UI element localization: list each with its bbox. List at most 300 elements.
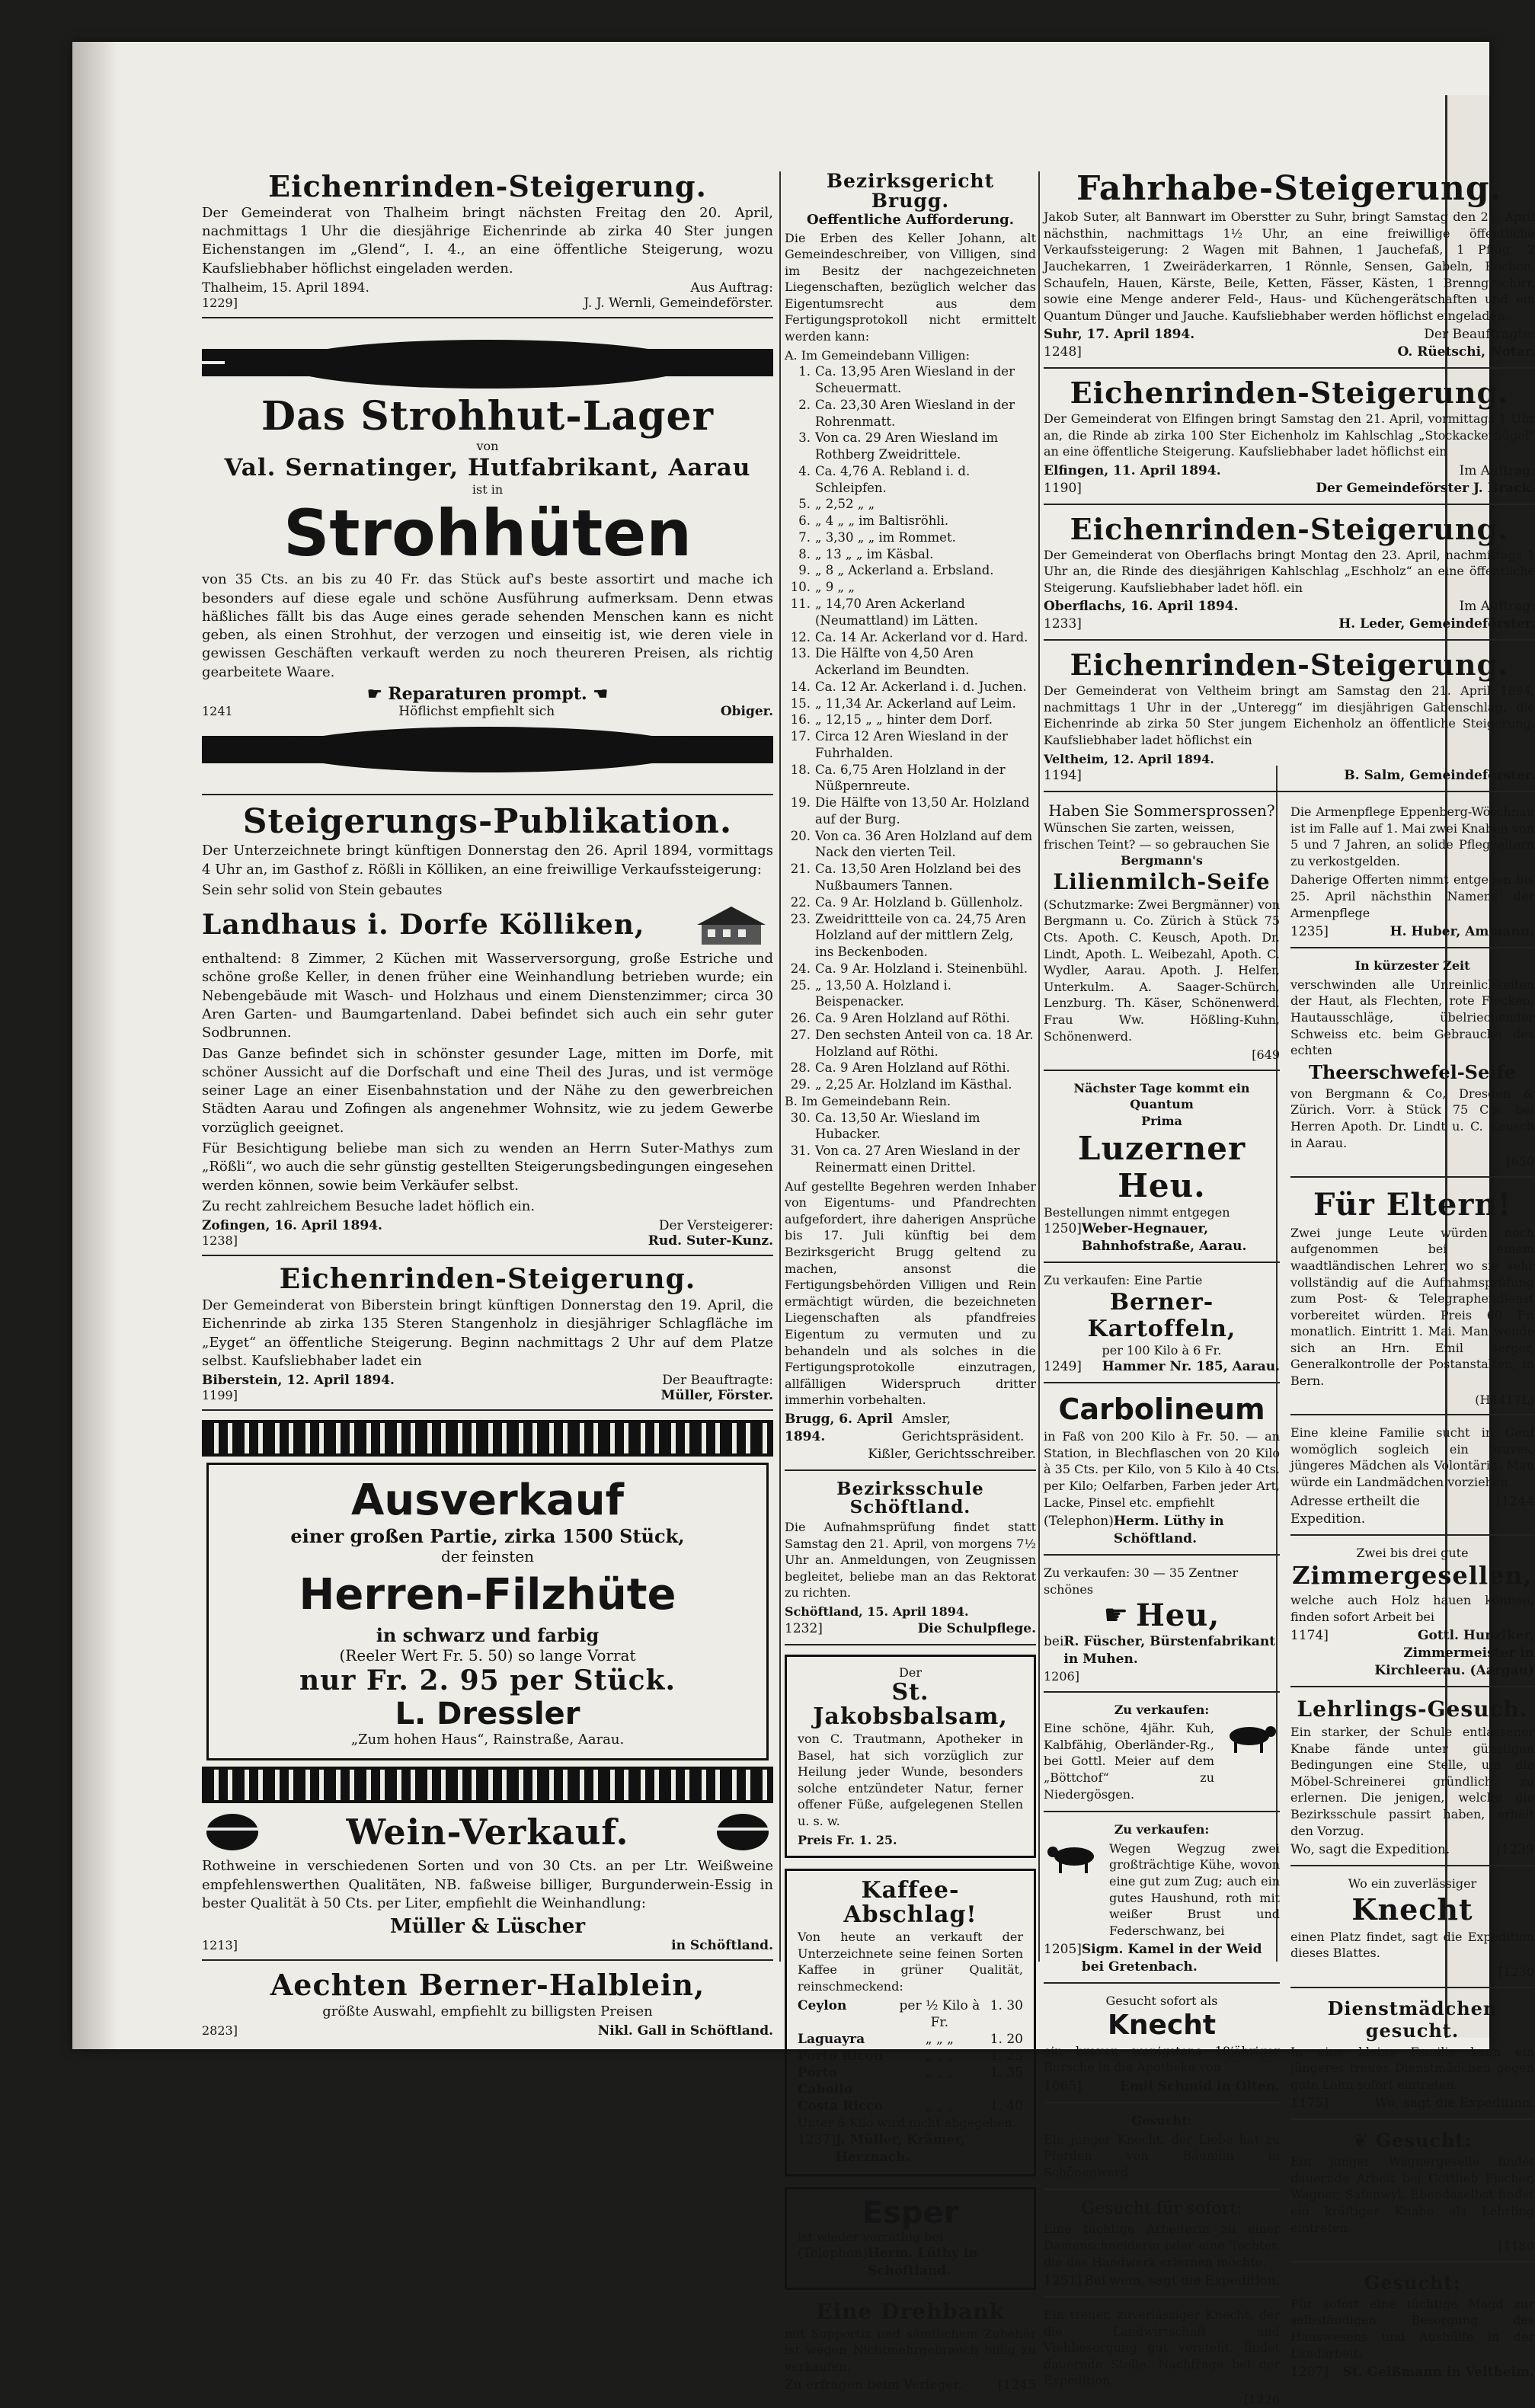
price-unit: „ „ „	[925, 2031, 954, 2047]
ad-text: Nächster Tage kommt ein Quantum	[1073, 1080, 1250, 1112]
ad-theerschwefel-seife	[1290, 958, 1534, 1178]
ad-signature: St. Geißmann in Veltheim.	[1342, 2365, 1534, 2381]
list-item-text: „ 11,34 Ar. Ackerland auf Leim.	[815, 696, 1016, 711]
ad-knecht-gesucht	[1290, 1876, 1534, 1987]
ad-address: „Zum hohen Haus“, Rainstraße, Aarau.	[350, 1732, 625, 1748]
ad-text: Der	[899, 1664, 922, 1680]
ad-place: Thalheim, 15. April 1894.	[202, 280, 369, 296]
two-column-block	[1044, 801, 1535, 2408]
list-item-number: 3.	[798, 430, 811, 446]
list-item	[785, 629, 1036, 646]
ad-text: Zwei bis drei gute	[1356, 1545, 1469, 1560]
ad-knecht-apotheke	[1044, 1993, 1280, 2103]
pointing-hand-icon: ☛	[1103, 1600, 1129, 1632]
ad-title: Ausverkauf	[351, 1476, 624, 1526]
ad-text: ist in	[472, 482, 504, 497]
ad-body: von 35 Cts. an bis zu 40 Fr. das Stück auf's beste assortirt und mache ich besonders auf diese egale und schöne Ausführung aufmerksam. Denn etwas häßliches fällt bis das Auge eines gerade sehenden Menschen kann es nicht geben, als einen Strohhut, der verzogen und einseitig ist, wie deren viele in gewissen Geschäften verkauft werden zu noch theureren Preisen, als richtig gearbeitete Waare.	[202, 571, 773, 680]
list-item-number: 6.	[798, 513, 811, 529]
ad-title: Eichenrinden-Steigerung.	[1070, 511, 1509, 546]
list-item-number: 16.	[790, 712, 811, 728]
list-item-text: Ca. 9 Aren Holzland auf Röthi.	[815, 1011, 1010, 1026]
ad-title: St. Jakobsbalsam,	[813, 1679, 1008, 1730]
ad-body: Für sofort eine tüchtige Magd zur selbständigen Besorgung des Hauswesens und Aushülfe in der Landarbeit.	[1290, 2296, 1534, 2361]
list-item-text: „ 3,30 „ „ im Rommet.	[815, 529, 956, 545]
ad-body: einen Platz findet, sagt die Expedition dieses Blattes.	[1290, 1929, 1534, 1961]
ad-text: (Telephon)	[798, 2246, 868, 2262]
ad-signature: J. J. Wernli, Gemeindeförster.	[584, 296, 773, 312]
ad-body: Bestellungen nimmt entgegen	[1044, 1204, 1230, 1220]
ad-text: (Reeler Wert Fr. 5. 50) so lange Vorrat	[339, 1646, 636, 1665]
list-item-text: Ca. 9 Aren Holzland auf Röthi.	[815, 1060, 1010, 1076]
list-item	[785, 496, 1036, 513]
column-right	[1044, 171, 1535, 2408]
ad-signature: H. Huber, Ammann.	[1389, 924, 1534, 940]
ad-text: Zu erfragen beim Verleger.	[785, 2378, 963, 2394]
ad-kuehe-verkauf	[1044, 1821, 1280, 1984]
list-item	[785, 645, 1036, 679]
ad-title: Knecht	[1107, 2009, 1217, 2041]
ad-zimmergesellen	[1290, 1545, 1534, 1688]
price-unit: „ „ „	[925, 2065, 954, 2080]
price-unit: „ „ „	[925, 2048, 954, 2064]
list-item-number: 2.	[798, 397, 811, 412]
ad-landwirt-knecht	[1044, 2307, 1280, 2408]
ad-body: Der Gemeinderat von Elfingen bringt Samstag den 21. April, vormittags 1 Uhr an, die Rinde ab zirka 100 Ster Eichenholz im Kahlschlag „Stockackerhügel“ an eine öffentliche Steigerung. Kaufsliebhaber ladet höflichst ein	[1044, 411, 1535, 459]
ornament-wave-bar	[202, 725, 773, 779]
list-item-number: 24.	[790, 961, 811, 976]
list-item	[785, 513, 1036, 529]
coffee-name: Ceylon	[798, 1997, 847, 2013]
list-item	[785, 562, 1036, 579]
ad-title: Berner-Kartoffeln,	[1087, 1288, 1236, 1342]
ad-number: 1241	[202, 704, 233, 719]
ad-brand: Bergmann's	[1121, 853, 1203, 868]
list-item-text: Die Hälfte von 4,50 Aren Ackerland im Beundten.	[815, 646, 974, 678]
price-row	[798, 2031, 1023, 2048]
ad-eichenrinde-veltheim	[1044, 650, 1535, 792]
ad-number: [1226	[1244, 2392, 1280, 2407]
ad-eichenrinde-elfingen	[1044, 378, 1535, 505]
ad-title: Luzerner Heu.	[1077, 1129, 1246, 1204]
ad-eichenrinde-biberstein	[202, 1265, 773, 1411]
ad-body: Der Unterzeichnete bringt künftigen Donnerstag den 26. April 1894, vormittags 4 Uhr an, im Gasthof z. Rößli in Kölliken, an eine freiwillige Verkaufssteigerung:	[202, 843, 773, 878]
ad-number: [1245	[998, 2378, 1036, 2394]
ad-title: Steigerungs-Publikation.	[242, 802, 733, 842]
list-item	[785, 546, 1036, 563]
ad-signature: Emil Schmid in Olten.	[1120, 2079, 1280, 2095]
ad-number: 1194]	[1044, 768, 1082, 784]
ad-title: Gesucht:	[1375, 2129, 1473, 2152]
ad-body: Rothweine in verschiedenen Sorten und von 30 Cts. an per Ltr. Weißweine empfehlenswerthen Qualitäten, NB. faßweise billiger, Burgunderwein-Essig in bester Qualität à 50 Cts. per Liter, empfiehlt die Weinhandlung:	[202, 1858, 773, 1911]
ad-eichenrinde-oberflachs	[1044, 511, 1535, 641]
list-item	[785, 828, 1036, 862]
list-item-text: „ 8 „ Ackerland a. Erbsland.	[815, 563, 994, 578]
ad-text: der feinsten	[440, 1547, 535, 1566]
ad-place: Schöftland, 15. April 1894.	[785, 1604, 969, 1619]
list-item-number: 19.	[790, 795, 811, 811]
list-item-text: Von ca. 36 Aren Holzland auf dem Nack den vierten Teil.	[815, 828, 1033, 860]
ad-title: Dienstmädchen gesucht.	[1327, 1997, 1498, 2042]
list-item-text: Den sechsten Anteil von ca. 18 Ar. Holzland auf Röthi.	[815, 1027, 1034, 1059]
repair-line	[202, 684, 773, 704]
ad-body: von Bergmann & Co, Dresden & Zürich. Vorr. à Stück 75 Cts. bei Herren Apoth. Dr. Lindt u. C. Keusch in Aarau.	[1290, 1086, 1534, 1150]
ad-fuer-eltern	[1290, 1187, 1534, 1416]
ad-carbolineum	[1044, 1393, 1280, 1556]
ad-title: Esper	[862, 2195, 959, 2231]
ad-signature: Obiger.	[720, 704, 773, 720]
ad-dienstmaedchen	[1290, 1997, 1534, 2121]
list-item	[785, 1010, 1036, 1027]
list-item-number: 30.	[790, 1110, 811, 1125]
ad-label: Der Beauftragte:	[662, 1373, 773, 1389]
ad-number: 1174]	[1290, 1628, 1329, 1644]
property-list	[785, 363, 1036, 1093]
ad-body: Der Gemeinderat von Biberstein bringt künftigen Donnerstag den 19. April, die Eichenrinde ab zirka 135 Steren Stangenholz in diesjähriger Schlagfläche im „Eyget“ an öffentliche Steigerung. Beginn nachmittags 2 Uhr auf dem Platze selbst. Kaufsliebhaber ladet ein	[202, 1297, 773, 1369]
ad-signature: Gottl. Hunziker, Zimmermeister in Kirchleerau. (Aargau)	[1374, 1628, 1534, 1679]
barrel-icon	[202, 1809, 263, 1855]
ad-text: Reparaturen prompt.	[388, 684, 587, 705]
ad-bezirksgericht-brugg	[785, 171, 1036, 1471]
list-item-text: „ 4 „ „ im Baltisröhli.	[815, 513, 949, 529]
ad-label: Aus Auftrag:	[690, 280, 773, 296]
list-item	[785, 911, 1036, 961]
property-list	[785, 1110, 1036, 1176]
ad-title: Eichenrinden-Steigerung.	[279, 1263, 696, 1296]
list-item	[785, 463, 1036, 497]
ad-price: nur Fr. 2. 95 per Stück.	[299, 1664, 676, 1697]
ad-body: Sein sehr solid von Stein gebautes	[202, 881, 443, 898]
section-heading: B. Im Gemeindebann Rein.	[785, 1093, 951, 1108]
ad-body: Ein treuer, zuverlässiger Knecht, der die Landwirtschaft und Viehbesorgung gut versteht, findet dauernde Stelle. Nachfrage bei der Expedition.	[1044, 2307, 1280, 2388]
ad-body: enthaltend: 8 Zimmer, 2 Küchen mit Wasserversorgung, große Estriche und schöne große Keller, in denen früher eine Weinhandlung betrieben wurde; ein Nebengebäude mit Wasch- und Holzhaus und einem Dienstenzimmer; circa 30 Aren Garten- und Baumgartenland. Dabei befindet sich auch ein sehr guter Sodbrunnen.	[202, 951, 773, 1041]
ad-body: Die Erben des Keller Johann, alt Gemeindeschreiber, von Villigen, sind im Besitz der nachgezeichneten Liegenschaften, bezüglich welcher das Eigentumsrecht aus dem Fertigungsprotokoll nicht ermittelt werden kann:	[785, 230, 1036, 344]
ad-place: Oberflachs, 16. April 1894.	[1044, 599, 1239, 615]
ad-text: Wo, sagt die Expedition.	[1290, 1842, 1450, 1858]
ad-firm: Müller & Lüscher	[389, 1915, 586, 1939]
ad-place: in Schöftland.	[671, 1938, 773, 1954]
list-item-text: Ca. 13,50 Aren Holzland bei des Nußbaumers Tannen.	[815, 862, 1022, 893]
ad-title: Gesucht für sofort:	[1081, 2199, 1242, 2219]
ad-title: Eine Drehbank	[816, 2299, 1005, 2325]
list-item-number: 15.	[790, 696, 811, 711]
ad-number: 1229]	[202, 296, 238, 311]
ad-body: Ein junger Knecht, der Liebe hat zu Pferden von Bäumlin in Schönenwerd.	[1044, 2131, 1280, 2179]
ad-big-text: Strohhüten	[283, 495, 692, 571]
list-item-number: 31.	[790, 1143, 811, 1159]
ad-number: 1251]	[1044, 2273, 1082, 2289]
ad-text: Wünschen Sie zarten, weissen, frischen Teint? — so gebrauchen Sie	[1044, 820, 1270, 852]
ad-body: Ein junger Wagnergeselle findet dauernde Arbeit bei Gottlieb Fischer, Wagner, Safenwyl. Ebendaselbst findet ein kräftiger Knabe als Lehrling eintreten.	[1290, 2154, 1534, 2235]
list-item-text: Von ca. 29 Aren Wiesland im Rothberg Zweidrittele.	[815, 430, 999, 462]
ad-big-text: Herren-Filzhüte	[299, 1570, 676, 1620]
ad-title: Zu verkaufen:	[1114, 1822, 1210, 1837]
ad-signature: J. Müller, Krämer, Herznach.	[835, 2131, 966, 2165]
list-item	[785, 894, 1036, 911]
ad-firm: L. Dressler	[395, 1696, 580, 1732]
column-rule	[1038, 171, 1040, 1962]
ad-signature: Kißler, Gerichtsschreiber.	[868, 1446, 1036, 1462]
ad-box	[206, 1463, 769, 1760]
ad-body: Eine tüchtige Arbeiterin zu einer Damenschneiderin oder eine Tochter, die das Handwerk erlernen möchte.	[1044, 2221, 1280, 2269]
list-item-number: 26.	[790, 1011, 811, 1026]
ad-bezirksschule	[785, 1480, 1036, 1645]
ad-body: In eine kleine Familie kann ein jüngeres treues Dienstmädchen gegen gute Lohn sofort eintreten.	[1290, 2044, 1534, 2092]
ad-berner-kartoffeln	[1044, 1272, 1280, 1383]
list-item-number: 17.	[790, 729, 811, 744]
list-item	[785, 762, 1036, 795]
list-item	[785, 1143, 1036, 1176]
ad-price: Preis Fr. 1. 25.	[798, 1832, 897, 1847]
ad-magd	[1290, 2272, 1534, 2381]
price-value: 1. 35	[990, 2065, 1023, 2080]
list-item	[785, 728, 1036, 762]
list-item-number: 1.	[798, 364, 811, 379]
list-item-number: 7.	[798, 529, 811, 545]
ad-number: 1207]	[1290, 2365, 1329, 2381]
list-item	[785, 712, 1036, 728]
ornament-wave-bar	[202, 334, 773, 387]
ad-text: bei	[1044, 1634, 1064, 1650]
newspaper-page	[72, 42, 1535, 2407]
list-item-number: 25.	[790, 977, 811, 993]
ad-signature: Die Schulpflege.	[917, 1620, 1036, 1636]
ad-text: In kürzester Zeit	[1354, 958, 1470, 974]
ad-text: Haben Sie Sommersprossen?	[1048, 801, 1275, 820]
ad-luzerner-heu	[1044, 1080, 1280, 1263]
price-row	[798, 2048, 1023, 2064]
coffee-name: Costa Ricco	[798, 2099, 883, 2115]
list-item	[785, 1027, 1036, 1060]
ad-body: von C. Trautmann, Apotheker in Basel, hat sich vorzüglich zur Heilung jeder Wunde, besonders solche entzündeter Natur, ferner offener Füße, aufgelegenen Stellen u. s. w.	[798, 1732, 1023, 1829]
list-item	[785, 861, 1036, 894]
list-item-text: Zweidrittteile von ca. 24,75 Aren Holzland auf der mittlern Zelg, ins Beckenboden.	[815, 911, 1026, 960]
pointing-hand-icon: ☚	[593, 684, 609, 705]
ad-wein-verkauf	[202, 1809, 773, 1961]
ad-lehrlings-gesuch	[1290, 1696, 1534, 1866]
ad-text: Höflichst empfiehlt sich	[398, 704, 555, 720]
list-item	[785, 795, 1036, 828]
coffee-name: Laguayra	[798, 2031, 865, 2047]
ad-body: Der Gemeinderat von Thalheim bringt nächsten Freitag den 20. April, nachmittags 1 Uhr die diesjährige Eichenrinde ab zirka 40 Ster jungen Eichenstangen im „Glend“, I. 4., an eine öffentliche Steigerung, wozu Kaufsliebhaber höflichst eingeladen werden.	[202, 204, 773, 277]
list-item-text: Ca. 6,75 Aren Holzland in der Nüßpernreute.	[815, 762, 1006, 794]
ad-body: per 100 Kilo à 6 Fr.	[1102, 1342, 1222, 1357]
price-row	[798, 2064, 1023, 2098]
list-item	[785, 679, 1036, 696]
price-row	[798, 2098, 1023, 2115]
cow-icon	[1219, 1718, 1280, 1756]
ad-lilienmilch-seife	[1044, 801, 1280, 1071]
ad-body: ist wieder vorräthig bei	[798, 2229, 944, 2244]
ad-subtitle: Oeffentliche Aufforderung.	[806, 211, 1015, 228]
list-item	[785, 579, 1036, 596]
section-heading: A. Im Gemeindebann Villigen:	[785, 347, 970, 363]
ad-number: 1205]	[1044, 1942, 1082, 1958]
page-binding	[72, 42, 118, 2049]
list-item	[785, 1110, 1036, 1143]
ad-title: Zimmergesellen,	[1292, 1561, 1533, 1591]
ad-signature: Herm. Lüthy in Schöftland.	[867, 2246, 978, 2279]
ad-body: Daherige Offerten nimmt entgegen bis 25. April nächsthin Namens der Armenpflege	[1290, 872, 1534, 920]
house-icon	[689, 902, 773, 948]
list-item-number: 12.	[790, 629, 811, 644]
list-item-text: Ca. 9 Ar. Holzland i. Steinenbühl.	[815, 961, 1028, 976]
list-item	[785, 529, 1036, 546]
ad-title: Theerschwefel-Seife	[1309, 1060, 1516, 1083]
ad-number: 1233]	[1044, 616, 1082, 632]
ad-familie-genf	[1290, 1425, 1534, 1535]
ad-strohhut-lager	[202, 328, 773, 795]
ad-drehbank	[785, 2301, 1036, 2394]
ad-firm: Val. Sernatinger, Hutfabrikant, Aarau	[224, 454, 751, 482]
list-item-number: 23.	[790, 911, 811, 926]
ornament-border	[202, 1420, 773, 1457]
list-item-number: 21.	[790, 862, 811, 877]
ad-number: 1237]	[798, 2131, 836, 2147]
ad-label: Der Versteigerer:	[658, 1218, 773, 1234]
ad-number: [650	[1506, 1154, 1534, 1169]
ad-body: Zu recht zahlreichem Besuche ladet höflich ein.	[202, 1198, 536, 1214]
ad-berner-halblein	[202, 1970, 773, 2045]
ad-body: Von heute an verkauft der Unterzeichnete seine feinen Sorten Kaffee in grüner Qualität, reinschmeckend:	[798, 1930, 1023, 1994]
list-item-text: Ca. 12 Ar. Ackerland i. d. Juchen.	[815, 679, 1027, 694]
price-value: 1. 40	[990, 2099, 1023, 2115]
ad-eichenrinde-thalheim	[202, 171, 773, 318]
list-item-number: 4.	[798, 463, 811, 478]
ad-place: Biberstein, 12. April 1894.	[202, 1373, 395, 1389]
ad-title: Heu,	[1136, 1597, 1220, 1634]
ad-ausverkauf	[202, 1420, 773, 1803]
list-item-text: Die Hälfte von 13,50 Ar. Holzland auf der Burg.	[815, 795, 1030, 827]
list-item-text: Ca. 4,76 A. Rebland i. d. Schleipfen.	[815, 463, 971, 495]
list-item	[785, 596, 1036, 629]
ad-body: mit Supportiz und sämtlichem Zubehör ist wegen Nichtmehrgebrauch billig zu verkaufen.	[785, 2326, 1036, 2374]
list-item	[785, 1076, 1036, 1093]
ad-title: Gesucht:	[1131, 2113, 1192, 2128]
list-item-number: 28.	[790, 1060, 811, 1076]
ad-signature: Hammer Nr. 185, Aarau.	[1102, 1359, 1280, 1375]
list-item	[785, 397, 1036, 430]
list-item-text: Ca. 14 Ar. Ackerland vor d. Hard.	[815, 629, 1028, 644]
ad-number: 1235]	[1290, 924, 1329, 940]
ad-title: Bezirksgericht Brugg.	[826, 170, 995, 213]
ad-body: Der Gemeinderat von Veltheim bringt am Samstag den 21. April 1894, nachmittags 1 Uhr in der „Unteregg“ im diesjährigen Gabenschlag, die Eichenrinde ab zirka 50 Ster jungem Eichenholz an öffentliche Steigerung. Kaufsliebhaber ladet höflichst ein	[1044, 683, 1535, 747]
ad-number: 1065]	[1044, 2079, 1082, 2095]
price-table	[798, 1997, 1023, 2115]
ad-body: Das Ganze befindet sich in schönster gesunder Lage, mitten im Dorfe, mit schöner Aussicht auf die Dorfschaft und eine Theil des Juras, und ist vermöge seiner Lage an einer Eisenbahnstation und der Nähe zu den gewerbreichen Städten Aarau und Zofingen als angenehmer Wohnsitz, wie zu jedem Gewerbe vorzüglich geeignet.	[202, 1045, 773, 1136]
list-item	[785, 430, 1036, 463]
ad-body: verschwinden alle Unreinlichkeiten der Haut, als Flechten, rote Flecken, Hautausschläge, übelriechender Schweiss etc. beim Gebrauche des echten	[1290, 977, 1534, 1058]
ad-title: Kaffee-Abschlag!	[843, 1877, 977, 1928]
ad-kuh-verkauf	[1044, 1702, 1280, 1813]
list-item-text: „ 13 „ „ im Käsbal.	[815, 546, 934, 561]
ad-text: Bei wem, sagt die Expedition.	[1084, 2273, 1280, 2289]
barrel-icon	[712, 1809, 773, 1855]
ad-number: [649	[1252, 1047, 1280, 1063]
ad-title: Bezirksschule Schöftland.	[836, 1478, 984, 1517]
ad-text: (Telephon)	[1044, 1514, 1114, 1530]
list-item-number: 27.	[790, 1027, 811, 1042]
list-item-number: 13.	[790, 646, 811, 661]
ad-steigerungs-publikation	[202, 804, 773, 1256]
pointing-hand-icon: ☛	[366, 684, 382, 705]
ad-title: Fahrhabe-Steigerung.	[1076, 169, 1502, 208]
ad-number: 1249]	[1044, 1359, 1082, 1375]
ad-title: Aechten Berner-Halblein,	[270, 1968, 705, 2003]
list-item	[785, 1060, 1036, 1076]
ad-body: Zwei junge Leute würden noch aufgenommen bei einem waadtländischen Lehrer, wo sie sehr vollständig auf die Aufnahmsprüfung zum Post- & Telegraphendienst vorbereitet würden. Preis 60 Fr. monatlich. Eintritt 1. Mai. Man wende sich an Hrn. Emil Berger, Generalkontrolle der Postanstalten, in Bern.	[1290, 1225, 1534, 1389]
ad-signature: R. Füscher, Bürstenfabrikant in Muhen.	[1063, 1634, 1276, 1668]
ad-wagnergeselle	[1290, 2129, 1534, 2262]
ad-number: 1232]	[785, 1620, 823, 1636]
ad-arbeiterin	[1044, 2199, 1280, 2298]
ad-body: Für Besichtigung beliebe man sich zu wenden an Herrn Suter-Mathys zum „Rößli“, wo auch die sehr günstig gestellten Steigerungsbedingungen eingesehen werden können, sowie beim Verkäufer selbst.	[202, 1140, 773, 1194]
ad-number: 1175]	[1290, 2096, 1329, 2112]
ad-body: Wegen Wegzug zwei großträchtige Kühe, wovon eine gut zum Zug; auch ein gutes Haushund, roth mit weißer Brust und Federschwanz, bei	[1109, 1840, 1280, 1938]
ad-text: Gesucht sofort als	[1105, 1994, 1218, 2009]
ad-title: Wein-Verkauf.	[346, 1812, 629, 1853]
list-item-text: „ 12,15 „ „ hinter dem Dorf.	[815, 712, 993, 728]
ad-signature: Sigm. Kamel in der Weid bei Gretenbach.	[1081, 1942, 1262, 1975]
ad-title: Knecht	[1351, 1892, 1473, 1927]
ad-body: Ein starker, der Schule entlassener Knabe fände unter günstigen Bedingungen eine Stelle, um die Möbel-Schreinerei gründlich zu erlernen. Die jenigen, welche die Bezirksschule passirt haben, erhält den Vorzug.	[1290, 1725, 1534, 1838]
price-value: 1. 25	[990, 2048, 1023, 2064]
price-value: 1. 20	[990, 2031, 1023, 2047]
ad-title: Zu verkaufen:	[1114, 1702, 1210, 1717]
ad-signature: O. Rüetschi, Notar.	[1397, 344, 1535, 360]
ad-text: Wo ein zuverlässiger	[1348, 1876, 1477, 1892]
ad-place: Suhr, 17. April 1894.	[1044, 327, 1195, 343]
ad-title: Für Eltern!	[1313, 1186, 1512, 1223]
ad-text: einer großen Partie, zirka 1500 Stück,	[290, 1525, 685, 1548]
ad-gesucht-knecht	[1044, 2112, 1280, 2190]
ad-text: Unter 5 Kilo wird nicht abgegeben.	[798, 2115, 1016, 2131]
ad-number: [1244	[1496, 1493, 1534, 1509]
ad-title: Lehrlings-Gesuch.	[1297, 1696, 1528, 1722]
ad-number: 1190]	[1044, 480, 1082, 496]
ad-heu-verkauf	[1044, 1565, 1280, 1693]
column-left	[202, 171, 773, 2054]
ad-signature: Müller, Förster.	[660, 1388, 773, 1404]
ad-fahrhabe-steigerung	[1044, 171, 1535, 369]
list-item-number: 9.	[798, 563, 811, 578]
cow-icon	[1044, 1838, 1105, 1876]
ad-body: Eine schöne, 4jähr. Kuh, Kalbfähig, Oberländer-Rg., bei Gottl. Meier auf dem „Böttchof“ zu Niedergösgen.	[1044, 1721, 1214, 1802]
sub-column-left	[1044, 801, 1280, 2408]
ad-title: Eichenrinden-Steigerung.	[1070, 376, 1509, 411]
ad-title: Lilienmilch-Seife	[1053, 868, 1271, 894]
ad-number: 1199]	[202, 1388, 238, 1403]
column-middle	[785, 171, 1036, 2394]
ad-text: von	[476, 438, 499, 453]
ad-body: welche auch Holz hauen können, finden sofort Arbeit bei	[1290, 1593, 1534, 1624]
ad-label: Der Beauftragte:	[1424, 327, 1535, 343]
ad-number: 1206]	[1044, 1669, 1079, 1684]
ad-firm: Weber-Hegnauer, Bahnhofstraße, Aarau.	[1081, 1221, 1247, 1255]
ad-number: (H4417L)	[1475, 1392, 1534, 1407]
list-item-text: Ca. 9 Ar. Holzland b. Güllenholz.	[815, 894, 1023, 910]
ornament-icon: ❦	[1352, 2129, 1368, 2151]
sub-column-right	[1290, 801, 1534, 2408]
ad-signature: B. Salm, Gemeindeförster.	[1344, 768, 1535, 784]
ad-body: ein braver, wenigstens 18jähriger Bursche in die Apotheke von	[1044, 2043, 1280, 2075]
ad-place: Zofingen, 16. April 1894.	[202, 1218, 382, 1234]
ad-number: [1180	[1498, 2239, 1534, 2254]
list-item-text: Ca. 13,50 Ar. Wiesland im Hubacker.	[815, 1110, 980, 1142]
ad-body: Der Gemeinderat von Oberflachs bringt Montag den 23. April, nachmittags 1 Uhr an, die Rinde des diesjährigen Kahlschlag „Eschholz“ an eine öffentliche Steigerung. Kaufsliebhaber ladet höfl. ein	[1044, 547, 1535, 595]
list-item-number: 20.	[790, 828, 811, 843]
ad-signature: Rud. Suter-Kunz.	[648, 1233, 773, 1249]
ad-signature: Herm. Lüthy in Schöftland.	[1113, 1514, 1224, 1547]
